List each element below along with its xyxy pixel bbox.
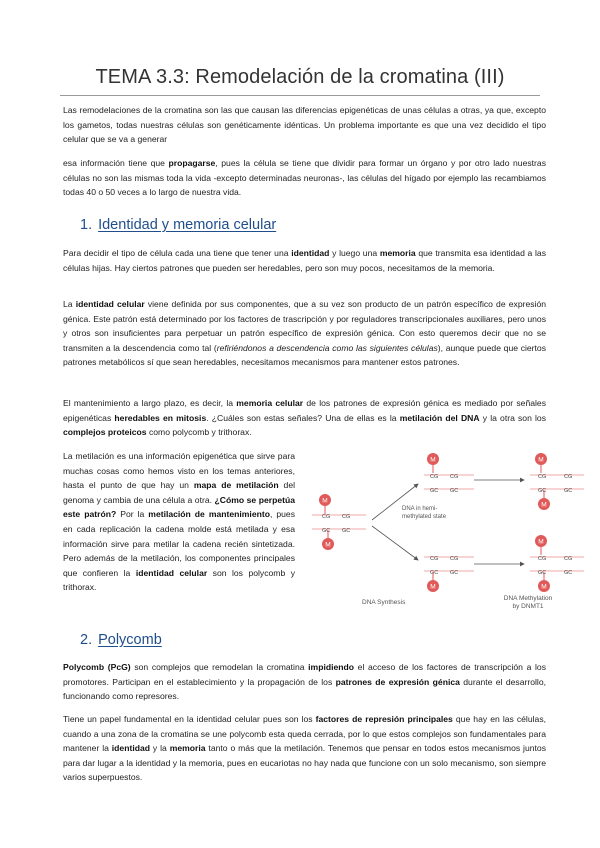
svg-text:GC: GC — [430, 570, 439, 576]
svg-text:M: M — [541, 583, 547, 591]
methyl-marker — [535, 535, 547, 555]
svg-text:CG: CG — [450, 556, 459, 562]
svg-text:CG: CG — [430, 474, 439, 480]
intro-paragraph-2: esa información tiene que propagarse, pues la célula se tiene que dividir para formar un órgano y por otro lado nuestras células no son las mismas toda la vida -excepto determinadas neuronas-, las células del hígado por ejemplo las recambiamos todas 40 o 50 veces a lo largo de nuestra vida. — [63, 158, 546, 198]
svg-text:M: M — [430, 456, 436, 464]
svg-text:CG: CG — [450, 474, 459, 480]
svg-text:CG: CG — [564, 474, 573, 480]
svg-text:GC: GC — [538, 488, 547, 494]
methyl-marker — [535, 453, 547, 473]
hemi-methylated-duplex-bottom — [424, 556, 474, 592]
svg-text:CG: CG — [564, 556, 573, 562]
methylated-duplex-top — [530, 453, 584, 510]
svg-text:GC: GC — [450, 570, 459, 576]
arrow-icon — [372, 526, 418, 560]
section2-paragraph-1: Polycomb (PcG) son complejos que remodelan la cromatina impidiendo el acceso de los factores de transcripción a los promotores. Participan en el establecimiento y la propagación de los patrones de expresión génica durante el desarrollo, funcionando como represores. — [63, 662, 547, 702]
dna-methylation-label: DNA Methylation — [503, 595, 553, 602]
gc-label: GC — [342, 528, 351, 534]
dna-methylation-label: by DNMT1 — [512, 603, 544, 610]
section1-paragraph-3: El mantenimiento a largo plazo, es decir, la memoria celular de los patrones de expresión génica es mediado por señales epigenéticas heredables en mitosis. ¿Cuáles son estas señales? Una de ellas es la metilación del DNA y la otra son los complejos proteicos como polycomb y trithorax. — [63, 398, 546, 438]
section1-paragraph-2: La identidad celular viene definida por sus componentes, que a su vez son producto de un patrón específico de expresión génica. Este patrón está determinado por los factores de trascripción y por reguladores transcripcionales auxiliares, pero unos y otros son insuficientes para perpetuar un patrón específico de expresión génica. Con esto queremos decir que no se transmiten a la descendencia como tal (refiriéndonos a descendencia como las siguientes células), aunque puede que ciertos patrones metabólicos sí que sean heredables, necesitamos mecanismos para mantener estos patrones. — [63, 299, 546, 368]
intro-paragraph-1: Las remodelaciones de la cromatina son las que causan las diferencias epigenéticas de unas células a otras, ya que, excepto los gametos, todas nuestras células son genéticamente idénticas. Un problema importante es que una vez decidido el tipo celular que se va a generar — [63, 105, 546, 145]
methyl-marker — [427, 453, 439, 473]
cg-label: CG — [342, 514, 351, 520]
svg-text:GC: GC — [564, 570, 573, 576]
svg-text:M: M — [538, 456, 544, 464]
svg-text:CG: CG — [538, 556, 547, 562]
svg-text:CG: CG — [538, 474, 547, 480]
methylated-duplex-bottom — [530, 535, 584, 592]
hemi-methylated-duplex-top — [424, 453, 474, 494]
svg-text:M: M — [538, 538, 544, 546]
svg-text:M: M — [325, 541, 331, 549]
section1-paragraph-1: Para decidir el tipo de célula cada una tiene que tener una identidad y luego una memoria que transmita esa identidad a las células hijas. Hay ciertos patrones que pueden ser heredables, pero son muy pocos, necesitamos de la memoria. — [63, 248, 546, 273]
dna-methylation-figure — [306, 440, 586, 612]
hemi-methylated-label: methylated state — [402, 514, 447, 520]
section-heading-identidad: 1. Identidad y memoria celular — [80, 217, 277, 233]
svg-text:GC: GC — [538, 570, 547, 576]
section1-paragraph-4: La metilación es una información epigenética que sirve para muchas cosas como hemos visto en los temas anteriores, hasta el punto de que hay un mapa de metilación del genoma y cambia de una célula a otra. ¿Cómo se perpetúa este patrón? Por la metilación de mantenimiento, pues en cada replicación la cadena molde está metilada y esa información sirve para metilar la cadena recién sintetizada. Pero además de la metilación, los componentes principales que confieren la identidad celular son los polycomb y trithorax. — [63, 451, 296, 593]
svg-text:GC: GC — [430, 488, 439, 494]
parental-dna-duplex — [312, 494, 366, 550]
section2-paragraph-2: Tiene un papel fundamental en la identidad celular pues son los factores de represión principales que hay en las células, cuando a una zona de la cromatina se une polycomb esta queda cerrada, por lo que estos complejos son fundamentales para mantener la identidad y la memoria tanto o más que la metilación. Tenemos que pensar en todos estos mecanismos juntos para dar lugar a la identidad y la memoria, pues en eucariotas no hay nada que funcione con un solo mecanismo, son siempre varios superpuestos. — [63, 714, 546, 783]
svg-text:GC: GC — [450, 488, 459, 494]
hemi-methylated-label: DNA in hemi- — [402, 506, 438, 512]
section-heading-polycomb: 2. Polycomb — [80, 632, 162, 648]
methyl-marker — [319, 494, 331, 514]
dna-synthesis-label: DNA Synthesis — [362, 599, 406, 606]
svg-text:M: M — [322, 497, 328, 505]
svg-text:CG: CG — [430, 556, 439, 562]
svg-text:GC: GC — [564, 488, 573, 494]
page-title: TEMA 3.3: Remodelación de la cromatina (III) — [95, 66, 505, 88]
gc-label: GC — [322, 528, 331, 534]
cg-label: CG — [322, 514, 331, 520]
title-underline — [60, 95, 540, 96]
svg-text:M: M — [541, 501, 547, 509]
svg-text:M: M — [430, 583, 436, 591]
